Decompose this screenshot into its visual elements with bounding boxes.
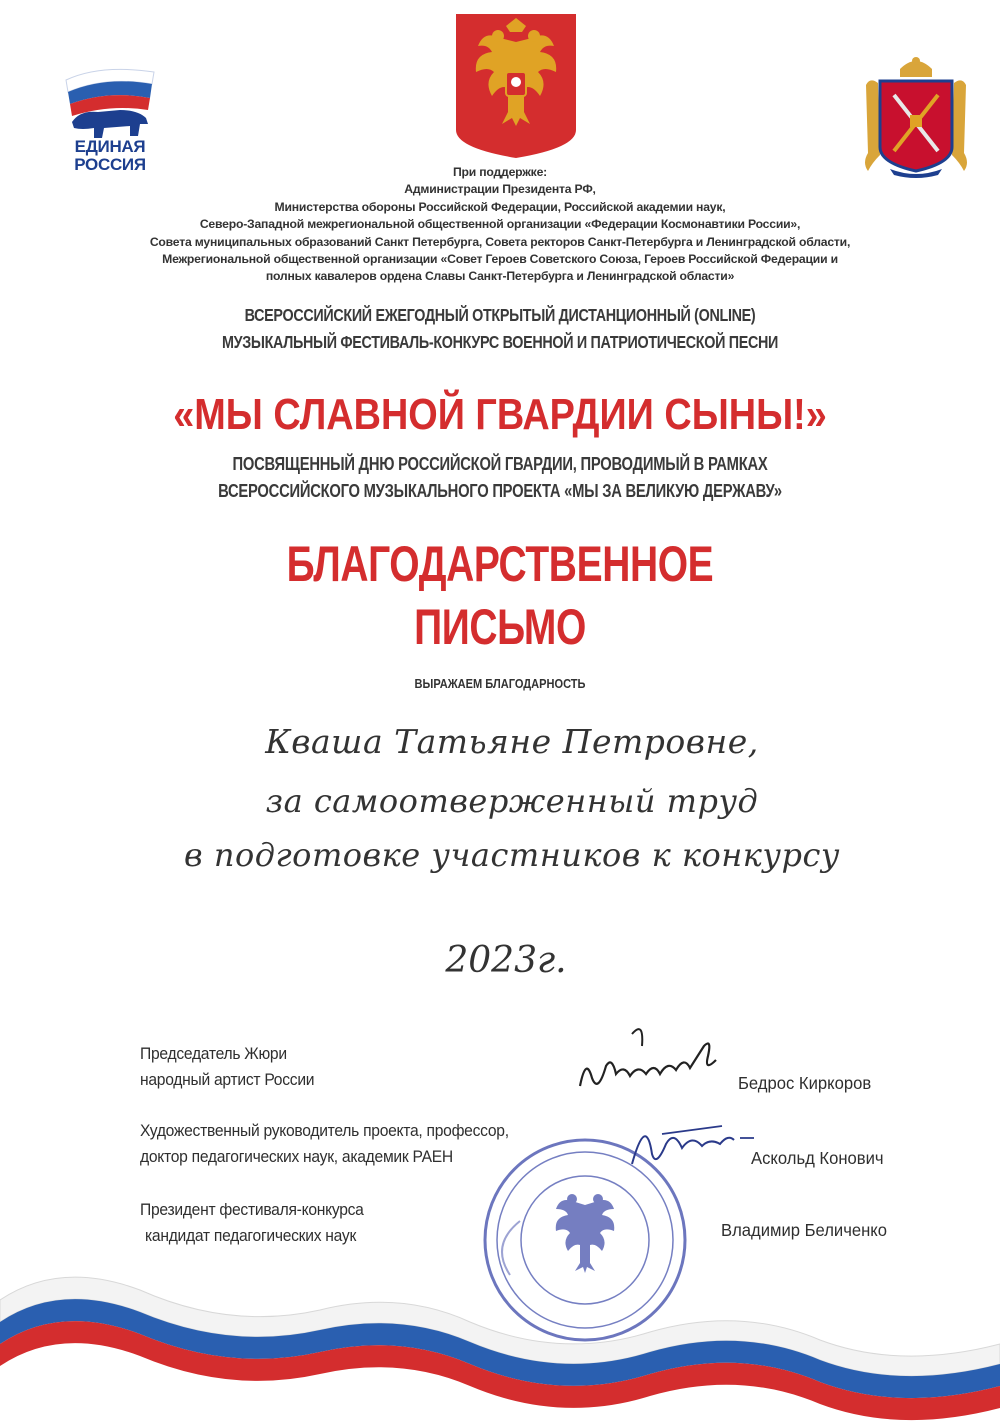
reason-line2: в подготовке участников к конкурсу [184, 836, 840, 874]
party-logo [60, 62, 160, 178]
support-line: Министерства обороны Российской Федерации, Российской академии наук, [274, 199, 726, 214]
signatory-1-role-line1: Председатель Жюри [140, 1044, 287, 1063]
support-line: Северо-Западной межрегиональной общественной организации «Федерации Космонавтики России», [199, 217, 801, 232]
double-headed-eagle-icon [454, 12, 578, 160]
festival-subtitle-line2: ВСЕРОССИЙСКОГО МУЗЫКАЛЬНОГО ПРОЕКТА «МЫ ЗА ВЕЛИКУЮ ДЕРЖАВУ» [218, 481, 782, 501]
letter-title-line1: БЛАГОДАРСТВЕННОЕ [286, 536, 714, 592]
coat-of-arms-spb [860, 55, 972, 180]
support-line: Межрегиональной общественной организации «Совет Героев Советского Союза, Героев Российской Федерации и [162, 252, 838, 267]
support-line: Совета муниципальных образований Санкт Петербурга, Совета ректоров Санкт-Петербурга и Ленинградской области, [149, 234, 851, 249]
festival-line1: ВСЕРОССИЙСКИЙ ЕЖЕГОДНЫЙ ОТКРЫТЫЙ ДИСТАНЦИОННЫЙ (ONLINE) [244, 305, 756, 325]
party-name-line1: ЕДИНАЯ [74, 137, 146, 156]
signatory-2-role-line2: доктор педагогических наук, академик РАЕН [140, 1147, 453, 1166]
signatory-1-name: Бедрос Киркоров [738, 1073, 872, 1093]
signatory-3-role-line1: Президент фестиваля-конкурса [140, 1200, 364, 1219]
spb-coat-of-arms-icon [860, 55, 972, 180]
signature-kirkorov [572, 1016, 722, 1096]
party-name-line2: РОССИЯ [74, 155, 146, 174]
signatory-1-role-line2: народный артист России [140, 1070, 315, 1089]
signatory-3-role-line2: кандидат педагогических наук [145, 1226, 357, 1245]
flag-ribbon [0, 1240, 1000, 1422]
reason-line1: за самоотверженный труд [265, 782, 759, 820]
recipient-name: Кваша Татьяне Петровне, [265, 722, 759, 761]
support-lead: При поддержке: [452, 165, 548, 179]
support-line: полных кавалеров ордена Славы Санкт-Петербурга и Ленинградской области» [265, 269, 735, 284]
signatory-3-name: Владимир Беличенко [721, 1220, 887, 1240]
support-block [0, 164, 1000, 286]
signature-konovich [622, 1104, 762, 1174]
year: 2023г. [445, 940, 567, 981]
letter-title-line2: ПИСЬМО [414, 599, 586, 655]
festival-line2: МУЗЫКАЛЬНЫЙ ФЕСТИВАЛЬ-КОНКУРС ВОЕННОЙ И ПАТРИОТИЧЕСКОЙ ПЕСНИ [221, 332, 779, 352]
coat-of-arms-russia [454, 12, 578, 160]
festival-title: «МЫ СЛАВНОЙ ГВАРДИИ СЫНЫ!» [173, 390, 827, 439]
signatory-2-role-line1: Художественный руководитель проекта, профессор, [140, 1121, 509, 1140]
support-line: Администрации Президента РФ, [404, 182, 596, 197]
bear-flag-icon [60, 62, 160, 142]
festival-subtitle-line1: ПОСВЯЩЕННЫЙ ДНЮ РОССИЙСКОЙ ГВАРДИИ, ПРОВОДИМЫЙ В РАМКАХ [232, 454, 768, 474]
signatory-2-name: Аскольд Конович [751, 1148, 884, 1168]
express-gratitude: ВЫРАЖАЕМ БЛАГОДАРНОСТЬ [414, 676, 586, 691]
